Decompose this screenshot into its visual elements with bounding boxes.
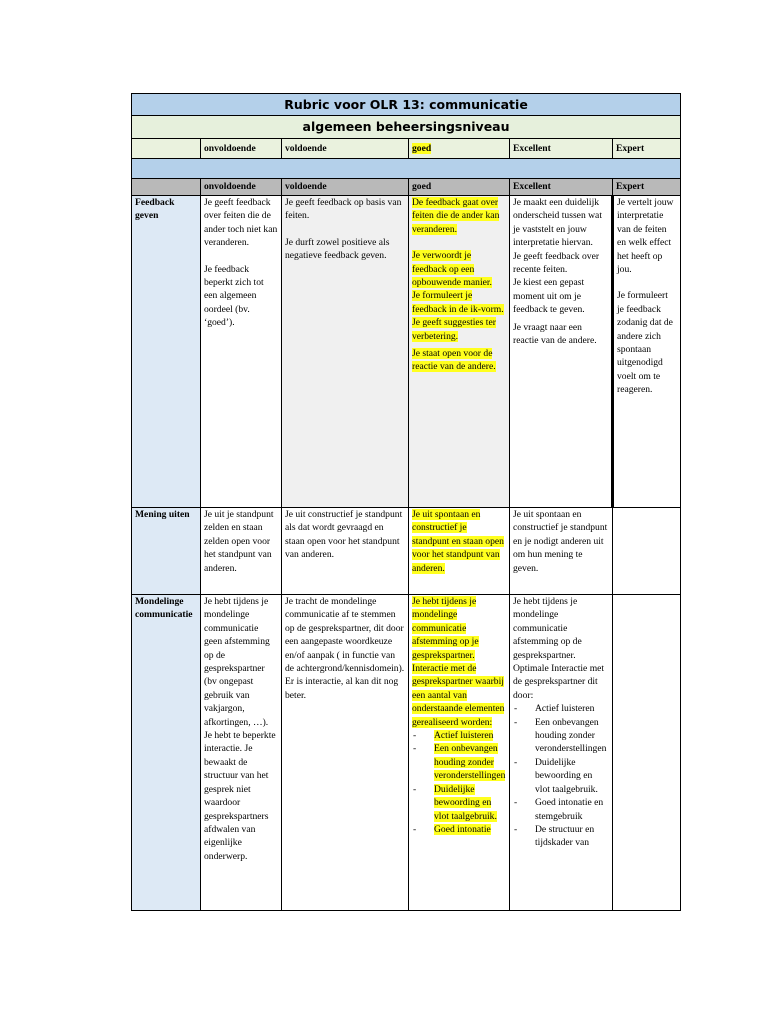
bullet-list xyxy=(412,729,506,836)
level-voldoende: voldoende xyxy=(282,139,409,159)
cell-text: Je geeft feedback over recente feiten. xyxy=(513,250,600,276)
list-item: - De structuur en tijdskader van xyxy=(513,823,609,850)
cell-text: Je feedback beperkt zich tot een algemeen oordeel (bv. ‘goed’). xyxy=(204,263,264,329)
list-item: - Actief luisteren xyxy=(513,702,609,715)
level-header-row-2 xyxy=(132,179,681,196)
level-header-row xyxy=(132,139,681,159)
row-mening-uiten xyxy=(132,508,681,595)
cell-text: Je formuleert je feedback in de ik-vorm. xyxy=(412,290,504,315)
cell-goed xyxy=(409,595,510,911)
criterion-label: Mondelinge communicatie xyxy=(132,595,201,911)
criterion-label: Feedback geven xyxy=(132,196,201,508)
level-onvoldoende-2: onvoldoende xyxy=(201,179,282,196)
level-onvoldoende: onvoldoende xyxy=(201,139,282,159)
spacer-cell xyxy=(132,159,681,179)
cell-goed xyxy=(409,196,510,508)
rubric-title: Rubric voor OLR 13: communicatie xyxy=(132,94,681,116)
bullet-list xyxy=(513,702,609,849)
level-expert-2: Expert xyxy=(613,179,681,196)
row-mondelinge-communicatie xyxy=(132,595,681,911)
cell-text: Je hebt tijdens je mondelinge communicatie geen afstemming op de gesprekspartner (bv ongepast gebruik van vakjargon, afkortingen, …). xyxy=(204,596,270,728)
cell-voldoende: Je tracht de mondelinge communicatie af te stemmen op de gesprekspartner, dit door een aangepaste woordkeuze en/of aanpak ( in functie van de achtergrond/kennisdomein). Er is interactie, al kan dit nog beter. xyxy=(282,595,409,911)
level-corner-2 xyxy=(132,179,201,196)
level-excellent: Excellent xyxy=(510,139,613,159)
cell-text: Je hebt tijdens je mondelinge communicatie afstemming op je gesprekspartner. Interactie met de gesprekspartner waarbij een aantal van onderstaande elementen gerealiseerd worden: xyxy=(412,596,505,728)
cell-text: Je hebt te beperkte interactie. Je bewaakt de structuur van het gesprek niet waardoor gesprekspartners afdwalen van eigenlijke onderwerp. xyxy=(204,730,276,862)
cell-text: Je durft zowel positieve als negatieve feedback geven. xyxy=(285,236,390,262)
cell-text: Je maakt een duidelijk onderscheid tussen wat je vaststelt en jouw interpretatie hiervan. xyxy=(513,197,602,249)
list-item: - Duidelijke bewoording en vlot taalgebruik. xyxy=(412,783,506,823)
cell-text: De feedback gaat over feiten die de ander kan veranderen. xyxy=(412,197,500,235)
level-excellent-2: Excellent xyxy=(510,179,613,196)
cell-expert xyxy=(613,595,681,911)
level-corner xyxy=(132,139,201,159)
list-item: - Een onbevangen houding zonder veronderstellingen xyxy=(513,716,609,756)
cell-excellent xyxy=(510,595,613,911)
list-item: - Goed intonatie xyxy=(412,823,506,836)
cell-text: Je vertelt jouw interpretatie van de feiten en welk effect het heeft op jou. xyxy=(617,197,674,276)
cell-excellent: Je uit spontaan en constructief je standpunt en je nodigt anderen uit om hun mening te geven. xyxy=(510,508,613,595)
cell-text: Je staat open voor de reactie van de andere. xyxy=(412,348,496,373)
cell-text: Je kiest een gepast moment uit om je feedback te geven. xyxy=(513,277,585,316)
list-item: - Goed intonatie en stemgebruik xyxy=(513,796,609,823)
list-item: - Een onbevangen houding zonder veronderstellingen xyxy=(412,742,506,782)
cell-text: Je geeft feedback over feiten die de ander toch niet kan veranderen. xyxy=(204,197,278,249)
cell-text: Je vraagt naar een reactie van de andere. xyxy=(513,321,597,347)
cell-onvoldoende xyxy=(201,196,282,508)
criterion-label: Mening uiten xyxy=(132,508,201,595)
rubric-table xyxy=(131,93,681,911)
level-goed-2: goed xyxy=(409,179,510,196)
rubric-subtitle: algemeen beheersingsniveau xyxy=(132,116,681,139)
cell-text: Je geeft feedback op basis van feiten. xyxy=(285,197,402,222)
cell-excellent xyxy=(510,196,613,508)
cell-text: Je formuleert je feedback zodanig dat de andere zich spontaan uitgenodigd voelt om te reageren. xyxy=(617,290,673,396)
list-item: - Actief luisteren xyxy=(412,729,506,742)
cell-text: Je hebt tijdens je mondelinge communicatie afstemming op de gesprekspartner. Optimale Interactie met de gesprekspartner dit door: xyxy=(513,596,605,701)
cell-voldoende xyxy=(282,196,409,508)
level-voldoende-2: voldoende xyxy=(282,179,409,196)
cell-onvoldoende: Je uit je standpunt zelden en staan zelden open voor het standpunt van anderen. xyxy=(201,508,282,595)
list-item: - Duidelijke bewoording en vlot taalgebruik. xyxy=(513,756,609,796)
cell-voldoende: Je uit constructief je standpunt als dat wordt gevraagd en staan open voor het standpunt van anderen. xyxy=(282,508,409,595)
cell-goed: Je uit spontaan en constructief je standpunt en staan open voor het standpunt van anderen. xyxy=(409,508,510,595)
cell-expert xyxy=(613,508,681,595)
cell-text: Je verwoordt je feedback op een opbouwende manier. xyxy=(412,250,492,289)
cell-text: Je geeft suggesties ter verbetering. xyxy=(412,317,496,342)
row-feedback-geven xyxy=(132,196,681,508)
level-goed: goed xyxy=(409,139,510,159)
level-expert: Expert xyxy=(613,139,681,159)
cell-expert xyxy=(613,196,681,508)
spacer-row xyxy=(132,159,681,179)
cell-onvoldoende xyxy=(201,595,282,911)
